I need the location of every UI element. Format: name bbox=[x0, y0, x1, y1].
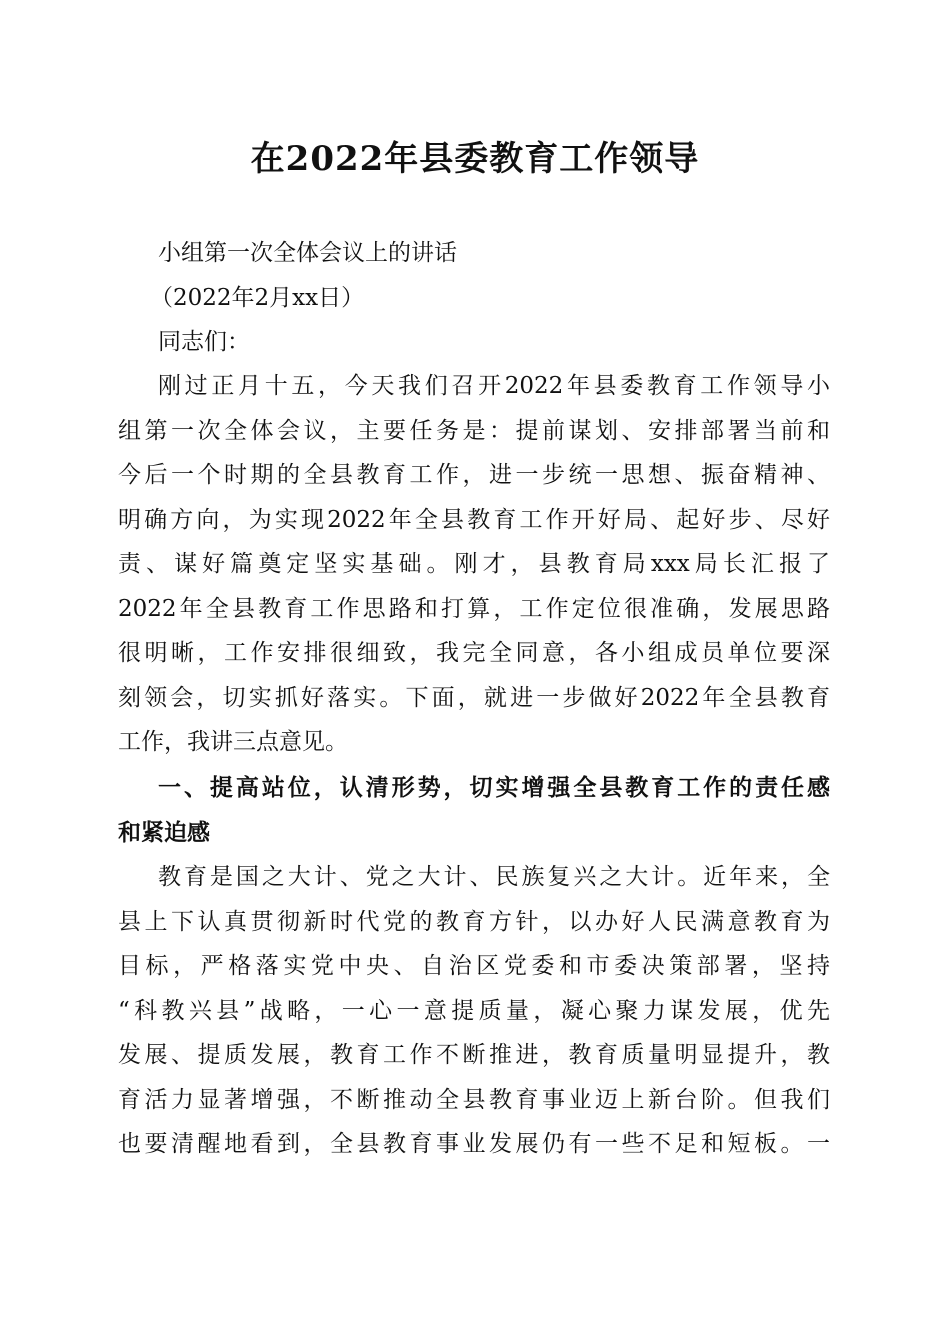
paragraph-line: 今后一个时期的全县教育工作，进一步统一思想、振奋精神、 bbox=[118, 462, 830, 488]
salutation: 同志们： bbox=[158, 329, 250, 355]
document-title: 在2022年县委教育工作领导 bbox=[250, 139, 700, 179]
paragraph-line: 组第一次全体会议，主要任务是：提前谋划、安排部署当前和 bbox=[118, 418, 830, 444]
paragraph-line: 很明晰，工作安排很细致，我完全同意，各小组成员单位要深 bbox=[118, 640, 830, 666]
paragraph-line: 刻领会，切实抓好落实。下面，就进一步做好2022年全县教育 bbox=[118, 685, 830, 711]
paragraph-line: 刚过正月十五，今天我们召开2022年县委教育工作领导小 bbox=[158, 373, 830, 399]
paragraph-line: 育活力显著增强，不断推动全县教育事业迈上新台阶。但我们 bbox=[118, 1087, 830, 1113]
paragraph-line: 发展、提质发展，教育工作不断推进，教育质量明显提升，教 bbox=[118, 1042, 830, 1068]
paragraph-line: 教育是国之大计、党之大计、民族复兴之大计。近年来，全 bbox=[158, 864, 830, 890]
paragraph-line: 县上下认真贯彻新时代党的教育方针，以办好人民满意教育为 bbox=[118, 909, 830, 935]
paragraph-line: “科教兴县”战略，一心一意提质量，凝心聚力谋发展，优先 bbox=[118, 998, 830, 1024]
section-heading: 一、提高站位，认清形势，切实增强全县教育工作的责任感 bbox=[158, 775, 830, 801]
paragraph-line: 明确方向，为实现2022年全县教育工作开好局、起好步、尽好 bbox=[118, 507, 830, 533]
document-subtitle: 小组第一次全体会议上的讲话 bbox=[158, 240, 457, 266]
paragraph-line: 2022年全县教育工作思路和打算，工作定位很准确，发展思路 bbox=[118, 596, 830, 622]
paragraph-line: 工作，我讲三点意见。 bbox=[118, 729, 348, 755]
paragraph-line: 目标，严格落实党中央、自治区党委和市委决策部署，坚持 bbox=[118, 953, 830, 979]
section-heading: 和紧迫感 bbox=[118, 820, 210, 846]
paragraph-line: 责、谋好篇奠定坚实基础。刚才，县教育局xxx局长汇报了 bbox=[118, 551, 830, 577]
document-date: （2022年2月xx日） bbox=[150, 285, 365, 311]
paragraph-line: 也要清醒地看到，全县教育事业发展仍有一些不足和短板。一 bbox=[118, 1131, 830, 1157]
